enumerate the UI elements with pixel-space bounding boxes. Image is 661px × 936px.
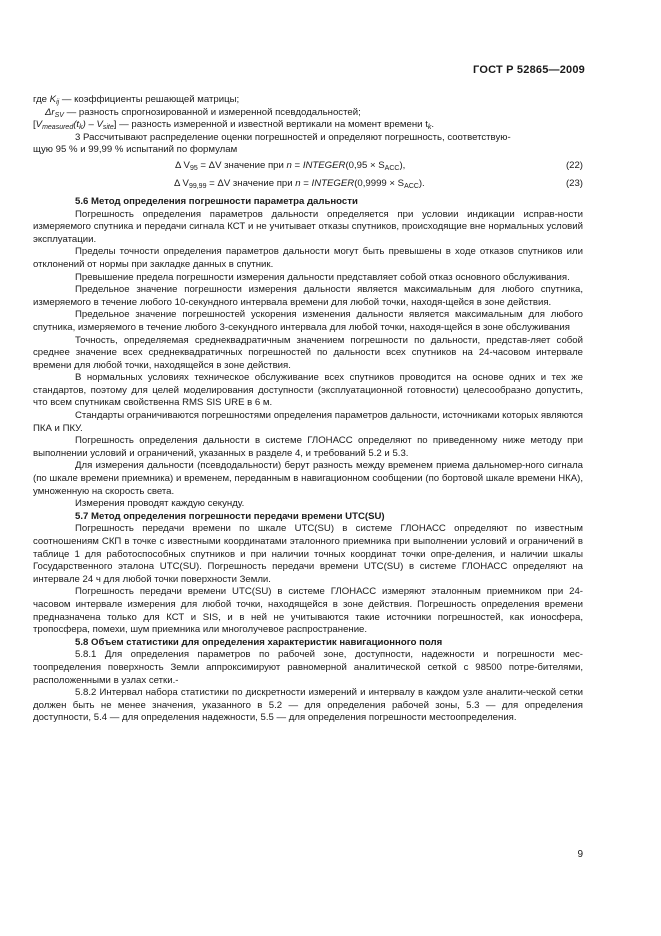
section-5-6-paragraph: Погрешность определения дальности в системе ГЛОНАСС определяют по приведенному ниже методу при выполнении условий и ограничений, указанных в разделе 4, и требований 5.2 и 5.3.: [33, 435, 583, 459]
eq-func: INTEGER: [302, 159, 346, 171]
definition-text: — разность спрогнозированной и измеренной псевдодальностей;: [63, 106, 361, 118]
symbol-k: K: [49, 94, 57, 105]
symbol-t: (t: [73, 119, 80, 131]
section-5-6-paragraph: Пределы точности определения параметров дальности могут быть превышены в ходе отказов спутников или отклонений от нормы при закладке данных в спутник.: [33, 246, 583, 270]
eq-sub: 95: [189, 164, 198, 172]
subscript-measured: measured: [42, 124, 74, 132]
where-word: где: [33, 94, 50, 105]
definition-text: — коэффициенты решающей матрицы;: [59, 94, 240, 105]
section-5-7-title: 5.7 Метод определения погрешности передачи времени UTC(SU): [75, 510, 385, 522]
eq-n: n: [286, 159, 292, 171]
eq-text: = ΔV значение при: [206, 177, 296, 189]
document-header: ГОСТ Р 52865—2009: [473, 64, 585, 76]
eq-n: n: [295, 177, 301, 189]
symbol-v2: ) – V: [82, 119, 103, 131]
eq-lhs: Δ V: [175, 159, 190, 171]
equation-22: [33, 157, 583, 175]
eq-arg: (0,9999 × S: [354, 177, 405, 189]
eq-end: ),: [399, 159, 406, 171]
equation-number: (23): [565, 177, 583, 189]
equation-expression: [175, 160, 405, 173]
eq-acc: ACC: [384, 164, 400, 172]
paragraph-3-line1: 3 Рассчитывают распределение оценки погрешностей и определяют погрешность, соответствую-: [75, 131, 511, 143]
equation-expression: [174, 178, 425, 191]
section-5-8-2-paragraph: 5.8.2 Интервал набора статистики по дискретности измерений и интервалу в каждом узле аналити-ческой сетки должен быть не менее значения, указанного в 5.2 — для определения рабочей зоны, 5.3 — для определения доступности, 5.4 — для определения надежности, 5.5 — для определения погрешности местоопределения.: [33, 687, 583, 724]
section-5-6-paragraph: Предельное значение погрешностей ускорения изменения дальности является максимальным для любого спутника, измеряемого в течение любого 3-секундного интервала для любой точки, находя-щейся в зоне обслуживания: [33, 309, 583, 333]
section-5-6-paragraph: Предельное значение погрешности измерения дальности является максимальным для любого спутника, измеряемого в течение любого 10-секундного интервала времени для любой точки, находя-щейся в зоне действия.: [33, 284, 583, 308]
definition-vertical: [33, 119, 583, 132]
section-5-6-paragraph: Измерения проводят каждую секунду.: [75, 498, 245, 510]
document-body: [33, 94, 583, 725]
paragraph-3-line2: щую 95 % и 99,99 % испытаний по формулам: [33, 144, 238, 156]
section-5-6-paragraph: В нормальных условиях техническое обслуживание всех спутников проводится на основе одних и тех же стандартов, поэтому для целей моделирования доступности (эксплуатационной готовности) целесообразно допустить, что всем спутникам свойственна RMS SIS URE в 6 м.: [33, 372, 583, 409]
bracket: [: [33, 119, 36, 131]
definition-dr: [33, 107, 583, 120]
eq-sub: 99,99: [188, 182, 207, 190]
eq-acc: ACC: [404, 182, 419, 190]
period: .: [431, 119, 435, 131]
section-5-8-title: 5.8 Объем статистики для определения характеристик навигационного поля: [75, 636, 443, 648]
section-5-6-paragraph: Для измерения дальности (псевдодальности) берут разность между временем приема дальномер-ного сигнала (по шкале времени приемника) и временем, переданным в навигационном сообщении (по бортовой шкале времени НКА), умноженную на скорость света.: [33, 460, 583, 497]
section-5-6-paragraph: Превышение предела погрешности измерения дальности представляет собой отказ основного обслуживания.: [75, 271, 570, 283]
eq-func: INTEGER: [311, 177, 355, 189]
subscript-ij: ij: [56, 99, 60, 106]
section-5-8-1-paragraph: 5.8.1 Для определения параметров по рабочей зоне, доступности, надежности и погрешности мес-тоопределения поверхность Земли аппроксимируют равномерной аналитической сеткой с 98500 потре-бителями, расположенными в узлах сетки.-: [33, 649, 583, 686]
section-5-6-paragraph: Точность, определяемая среднеквадратичным значением погрешности по дальности, представ-ляет собой среднее значение всех среднеквадратичных погрешностей по дальности всех спутников на 24-часовом интервале времени для любой точки, находящейся в зоне действия.: [33, 334, 583, 371]
subscript-k: k: [79, 124, 83, 132]
section-5-7-paragraph: Погрешность передачи времени по шкале UTC(SU) в системе ГЛОНАСС определяют по известным соотношениям СКП в точке с известными координатами эталонного приемника при выполнении условий и ограничений в таблице 1 для работоспособных спутников и при наличии точных координат точки опре-деления, и наличии шкалы Государственного эталона UTC(SU). Погрешность передачи времени UTC(SU) в системе ГЛОНАСС определяют на интервале 24 ч для любой точки поверхности Земли.: [33, 523, 583, 585]
subscript-sv: SV: [54, 111, 64, 119]
eq-end: ).: [418, 177, 425, 189]
section-5-6-paragraph: Погрешность определения параметров дальности определяется при условии индикации исправ-ности измеряемого спутника и передачи сигнала КСТ и не учитывает отказы спутников, происходящие вне нормальных условий эксплуатации.: [33, 208, 583, 245]
subscript-site: site: [102, 124, 114, 132]
eq-text: = ΔV значение при: [197, 159, 287, 171]
page-number: 9: [577, 849, 583, 860]
eq-arg: (0,95 × S: [345, 159, 385, 171]
eq-equals: =: [300, 177, 312, 189]
definition-kij: [33, 94, 583, 107]
equation-23: [33, 175, 583, 193]
eq-lhs: Δ V: [174, 177, 189, 189]
definition-text: ] — разность измеренной и известной вертикали на момент времени t: [113, 119, 428, 131]
symbol-dr: Δr: [45, 106, 55, 118]
section-5-6-title: 5.6 Метод определения погрешности параметра дальности: [75, 195, 358, 207]
section-5-6-paragraph: Стандарты ограничиваются погрешностями определения параметров дальности, источниками которых являются ПКА и ПКУ.: [33, 410, 583, 434]
eq-equals: =: [291, 159, 303, 171]
subscript-k: k: [427, 124, 432, 132]
symbol-v: V: [35, 119, 43, 131]
section-5-7-paragraph: Погрешность передачи времени UTC(SU) в системе ГЛОНАСС измеряют эталонным приемником при 24-часовом интервале измерения для любой точки, находящейся в зоне действия. Погрешность определения времени предназначена только для КСТ и SIS, и в ней не учитываются такие источники погрешностей, как ионосфера, тропосфера, помехи, шум приемника или многолучевое распространение.: [33, 586, 583, 636]
equation-number: (22): [565, 159, 583, 171]
